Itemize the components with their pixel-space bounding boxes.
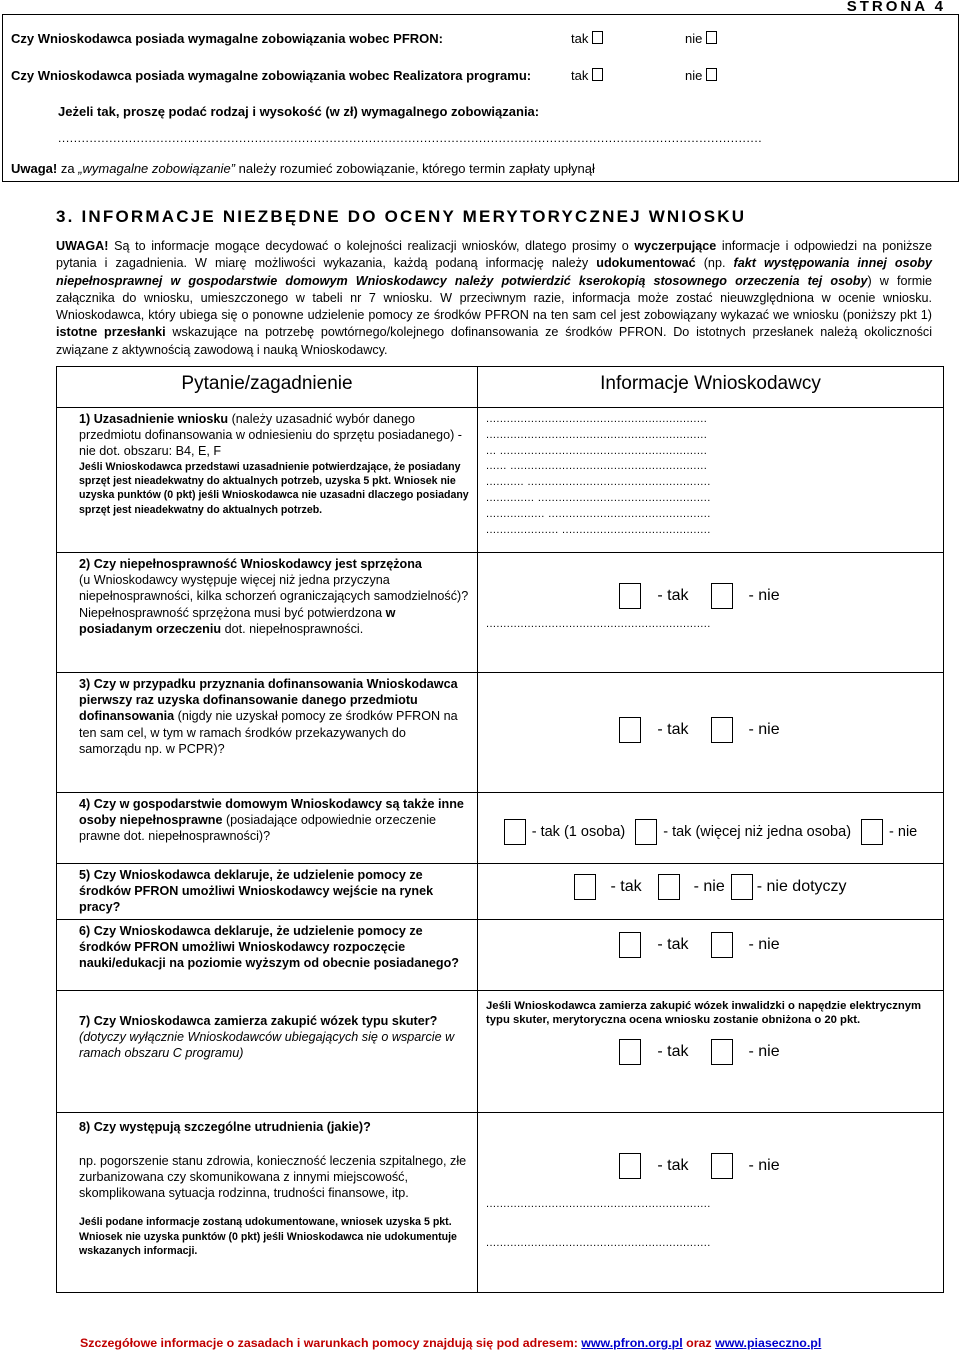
assessment-table <box>56 366 944 1293</box>
question-2 <box>57 553 478 673</box>
piaseczno-link[interactable]: www.piaseczno.pl <box>715 1336 822 1350</box>
table-row <box>57 990 944 1112</box>
checkbox-icon[interactable] <box>731 874 753 900</box>
checkbox-icon[interactable] <box>574 874 596 900</box>
question-5-title: 5) Czy Wnioskodawca deklaruje, że udzielenie pomocy ze środków PFRON umożliwi Wnioskodawcy wejście na rynek pracy? <box>79 868 434 915</box>
option-yes: - tak <box>610 878 642 895</box>
footer-mid: oraz <box>682 1336 716 1350</box>
question-8 <box>57 1112 478 1292</box>
option-yes: - tak <box>657 935 689 953</box>
checkbox-icon[interactable] <box>711 1153 733 1179</box>
note-label: Uwaga! <box>11 161 58 176</box>
liability-note <box>11 161 595 176</box>
answer-line[interactable]: ................................................................. <box>486 618 711 630</box>
answer-5-options <box>486 874 935 900</box>
answer-line[interactable]: ................. ............................................... <box>486 507 711 520</box>
question-6-title: 6) Czy Wnioskodawca deklaruje, że udzielenie pomocy ze środków PFRON umożliwi Wnioskodawcy rozpoczęcie nauki/edukacji na poziomie wyższym od obecnie posiadanego? <box>79 923 459 971</box>
answer-line[interactable]: ..................... ........................................... <box>486 523 711 536</box>
liability-details-question: Jeżeli tak, proszę podać rodzaj i wysokość (w zł) wymagalnego zobowiązania: <box>58 104 540 119</box>
question-2-bold: w posiadanym orzeczeniu <box>79 605 396 636</box>
answer-4-options <box>486 819 935 845</box>
answer-line[interactable]: .............. .................................................. <box>486 491 711 504</box>
checkbox-icon[interactable] <box>711 1039 733 1065</box>
option-yes: - tak <box>657 721 689 738</box>
checkbox-icon[interactable] <box>711 583 733 609</box>
pfron-yes-option[interactable] <box>571 31 603 46</box>
table-row <box>57 864 944 920</box>
question-7-text: (dotyczy wyłącznie Wnioskodawców ubiegających się o wsparcie w ramach obszaru C programu) <box>79 1029 455 1061</box>
intro-text-1: Są to informacje mogące decydować o kolejności realizacji wniosków, dlatego prosimy o <box>108 239 635 253</box>
option-yes-one: - tak (1 osoba) <box>531 824 626 840</box>
question-5 <box>57 864 478 920</box>
table-row <box>57 919 944 990</box>
question-1-note: Jeśli Wnioskodawca przedstawi uzasadnienie potwierdzające, że posiadany sprzęt jest nieadekwatny do aktualnych potrzeb, uzyska 5 pkt. Wniosek nie uzyska punktów (0 pkt) jeśli Wnioskodawca nie uzasadni dlaczego posiadany sprzęt jest nieadekwatny do aktualnych potrzeb. <box>79 460 469 516</box>
answer-line[interactable]: ................................................................. <box>486 1197 711 1210</box>
answer-line[interactable]: ... ............................................................ <box>486 444 708 457</box>
answer-3-options <box>486 717 935 743</box>
answer-line[interactable]: ................................................................. <box>486 1237 711 1250</box>
column-header-answer: Informacje Wnioskodawcy <box>478 367 944 408</box>
answer-line[interactable]: ........... ..................................................... <box>486 476 711 489</box>
question-3 <box>57 673 478 793</box>
question-8-title: 8) Czy występują szczególne utrudnienia (jakie)? <box>79 1119 371 1134</box>
option-no: - nie <box>748 1043 780 1061</box>
question-4-text: (posiadające odpowiednie orzeczenie prawne dot. niepełnosprawności)? <box>79 813 437 844</box>
option-yes: - tak <box>657 1043 689 1061</box>
checkbox-icon[interactable] <box>592 31 603 44</box>
intro-bold-2: udokumentować <box>596 256 696 271</box>
pfron-no-option[interactable] <box>685 31 717 46</box>
checkbox-icon[interactable] <box>619 932 641 958</box>
page-number-label: STRONA 4 <box>846 0 946 15</box>
question-6 <box>57 919 478 990</box>
section-intro <box>56 238 932 359</box>
question-1-title: 1) Uzasadnienie wniosku <box>79 412 229 426</box>
column-header-question: Pytanie/zagadnienie <box>57 367 478 408</box>
option-no: - nie <box>693 878 725 895</box>
checkbox-icon[interactable] <box>658 874 680 900</box>
question-3-text: (nigdy nie uzyskał pomocy ze środków PFRON na ten sam cel, w tym w ramach środków przekazywanych do samorządu np. w PCPR)? <box>79 709 458 756</box>
intro-text-3: (np. <box>695 256 734 271</box>
question-2-title: 2) Czy niepełnosprawność Wnioskodawcy jest sprzężona <box>79 557 422 571</box>
question-8-text: np. pogorszenie stanu zdrowia, konieczność leczenia szpitalnego, złe zurbanizowana czy skomunikowana z innymi miejscowość, skomplikowana sytuacja rodzinna, trudności finansowe, itp. <box>79 1153 467 1201</box>
answer-8 <box>478 1112 944 1292</box>
yes-label: tak <box>571 68 589 83</box>
checkbox-icon[interactable] <box>711 932 733 958</box>
answer-3 <box>478 673 944 793</box>
answer-2 <box>478 553 944 673</box>
question-4 <box>57 793 478 864</box>
question-7-title: 7) Czy Wnioskodawca zamierza zakupić wózek typu skuter? <box>79 1013 438 1028</box>
question-3-title: 3) Czy w przypadku przyznania dofinansowania Wnioskodawca pierwszy raz uzyska dofinansowanie danego przedmiotu dofinansowania <box>79 677 458 724</box>
checkbox-icon[interactable] <box>619 1153 641 1179</box>
intro-text-4: ) w formie załącznika do wniosku, umieszczonego w tabeli nr 7 wniosku. W przeciwnym razie, informacja może zostać nieuwzględniona w ocenie wniosku. Wnioskodawca, który ubiega się o ponowne udzielenie pomocy ze środków PFRON na ten sam cel jest zobowiązany wykazać we wniosku (poniższy pkt 1) <box>56 273 932 323</box>
intro-text-5: wskazujące na potrzebę powtórnego/kolejnego dofinansowania ze środków PFRON. Do istotnych przesłanek należą okoliczności związane z aktywnością zawodową i nauką Wnioskodawcy. <box>56 325 932 357</box>
intro-bold-1: wyczerpujące <box>634 239 717 253</box>
option-yes-many: - tak (więcej niż jedna osoba) <box>663 824 852 840</box>
intro-bold-italic: fakt występowania innej osoby niepełnosprawnej w gospodarstwie domowym Wnioskodawcy należy potwierdzić kserokopią stosownego orzeczenia tej osoby <box>56 256 932 288</box>
answer-7-options <box>486 1039 935 1065</box>
intro-uwaga: UWAGA! <box>56 239 109 253</box>
section-title: 3. INFORMACJE NIEZBĘDNE DO OCENY MERYTORYCZNEJ WNIOSKU <box>56 207 747 226</box>
realizator-liabilities-question: Czy Wnioskodawca posiada wymagalne zobowiązania wobec Realizatora programu: <box>11 68 532 83</box>
checkbox-icon[interactable] <box>635 819 657 845</box>
checkbox-icon[interactable] <box>706 31 717 44</box>
checkbox-icon[interactable] <box>504 819 526 845</box>
option-no: - nie <box>748 935 780 953</box>
question-1-text: (należy uzasadnić wybór danego przedmiotu dofinansowania w odniesieniu do sprzętu posiadanego) - nie dot. obszaru: B4, E, F <box>79 412 462 459</box>
answer-2-options <box>486 583 935 609</box>
note-italic: „wymagalne zobowiązanie” <box>78 161 236 176</box>
note-text-end: należy rozumieć zobowiązanie, którego termin zapłaty upłynął <box>235 161 595 176</box>
no-label: nie <box>685 68 703 83</box>
table-header-row <box>57 367 944 408</box>
answer-4 <box>478 793 944 864</box>
question-7 <box>57 990 478 1112</box>
checkbox-icon[interactable] <box>861 819 883 845</box>
intro-text-2: informacje i odpowiedzi na poniższe pytania i zagadnienia. W miarę możliwości wykazania, każdą podaną informację należy <box>56 239 932 271</box>
no-label: nie <box>685 31 703 46</box>
liabilities-section <box>2 14 959 182</box>
option-no: - nie <box>889 824 918 840</box>
option-yes: - tak <box>657 587 689 604</box>
answer-line[interactable]: ................................................................ <box>486 428 708 441</box>
pfron-liabilities-question: Czy Wnioskodawca posiada wymagalne zobowiązania wobec PFRON: <box>11 31 443 46</box>
checkbox-icon[interactable] <box>592 68 603 81</box>
footer-text: Szczegółowe informacje o zasadach i warunkach pomocy znajdują się pod adresem: <box>80 1336 582 1350</box>
realizator-yes-option[interactable] <box>571 68 603 83</box>
question-4-title: 4) Czy w gospodarstwie domowym Wnioskodawcy są także inne osoby niepełnosprawne <box>79 797 464 828</box>
table-row <box>57 793 944 864</box>
answer-line[interactable]: ................................................................ <box>486 413 708 425</box>
yes-label: tak <box>571 31 589 46</box>
answer-5 <box>478 864 944 920</box>
question-8-note: Jeśli podane informacje zostaną udokumentowane, wniosek uzyska 5 pkt. Wniosek nie uzyska punktów (0 pkt) jeśli Wnioskodawca nie udokumentuje wskazanych informacji. <box>79 1216 457 1258</box>
liability-details-field[interactable]: ................................................................................................................................................................................... <box>58 131 763 145</box>
realizator-no-option[interactable] <box>685 68 717 83</box>
checkbox-icon[interactable] <box>711 717 733 743</box>
option-not-applicable: - nie dotyczy <box>756 878 847 895</box>
table-row <box>57 408 944 553</box>
checkbox-icon[interactable] <box>706 68 717 81</box>
checkbox-icon[interactable] <box>619 583 641 609</box>
table-row <box>57 1112 944 1292</box>
footer-info <box>80 1336 821 1350</box>
option-no: - nie <box>748 1156 780 1174</box>
answer-6 <box>478 919 944 990</box>
answer-1[interactable] <box>478 408 944 553</box>
pfron-link[interactable]: www.pfron.org.pl <box>581 1336 683 1350</box>
question-2-text: (u Wnioskodawcy występuje więcej niż jedna przyczyna niepełnosprawności, kilka schorzeń ograniczających samodzielność)? Niepełnosprawność sprzężona musi być potwierdzona <box>79 573 469 620</box>
table-row <box>57 673 944 793</box>
table-row <box>57 553 944 673</box>
note-text: za <box>57 161 79 176</box>
answer-7 <box>478 990 944 1112</box>
answer-8-options <box>486 1153 935 1179</box>
option-yes: - tak <box>657 1156 689 1174</box>
question-2-text-end: dot. niepełnosprawności. <box>221 621 364 636</box>
option-no: - nie <box>748 587 780 604</box>
intro-bold-3: istotne przesłanki <box>56 325 166 340</box>
checkbox-icon[interactable] <box>619 717 641 743</box>
option-no: - nie <box>748 721 780 738</box>
question-7-note: Jeśli Wnioskodawca zamierza zakupić wózek inwalidzki o napędzie elektrycznym typu skuter, merytoryczna ocena wniosku zostanie obniżona o 20 pkt. <box>486 999 922 1026</box>
checkbox-icon[interactable] <box>619 1039 641 1065</box>
question-1 <box>57 408 478 553</box>
answer-6-options <box>486 932 935 958</box>
answer-line[interactable]: ...... ......................................................... <box>486 460 708 473</box>
